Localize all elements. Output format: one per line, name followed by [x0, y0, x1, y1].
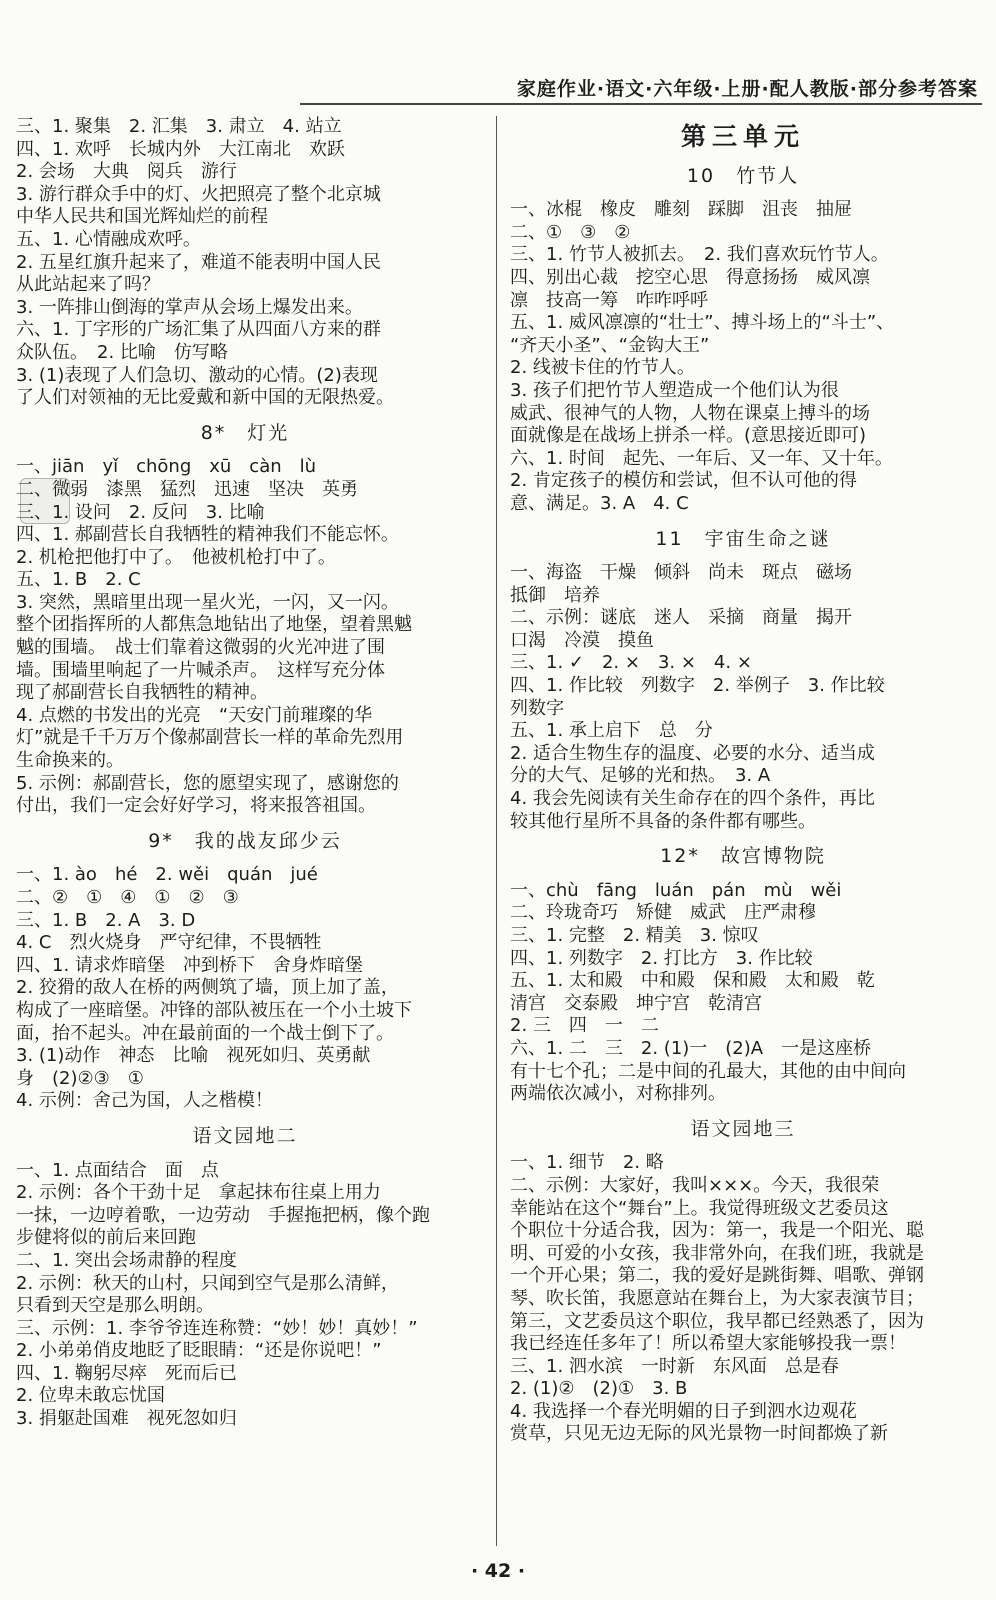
answer-line: 二、② ① ④ ① ② ③ [16, 887, 239, 908]
answer-line: 2. 会场 大典 阅兵 游行 [16, 161, 237, 183]
answer-line: 分的大气、足够的光和热。 3. A [510, 765, 771, 787]
answer-line: 3. 孩子们把竹节人塑造成一个他们认为很 [510, 379, 839, 401]
column-divider [496, 116, 497, 1546]
answer-line: 六、1. 时间 起先、一年后、又一年、又十年。 [510, 447, 893, 469]
answer-line: 三、示例：1. 李爷爷连连称赞：“妙！妙！真妙！” [16, 1317, 418, 1339]
answer-line: 生命换来的。 [16, 750, 124, 772]
header-title: 家庭作业·语文·六年级·上册·配人教版·部分参考答案 [516, 78, 978, 100]
answer-line: 威武、很神气的人物，人物在课桌上搏斗的场 [510, 402, 870, 424]
answer-line: 五、1. 承上启下 总 分 [510, 720, 713, 742]
answer-line: 二、示例：谜底 迷人 采摘 商量 揭开 [510, 607, 852, 629]
answer-line: 2. 线被卡住的竹节人。 [510, 357, 695, 379]
answer-line: 四、别出心裁 挖空心思 得意扬扬 威风凛 [510, 266, 870, 288]
answer-line: 2. 五星红旗升起来了，难道不能表明中国人民 [16, 251, 381, 273]
answer-line: 4. 示例：舍己为国，人之楷模！ [16, 1090, 273, 1112]
answer-line: 我已经连任多年了！所以希望大家能够投我一票！ [510, 1333, 906, 1355]
answer-line: 四、1. 列数字 2. 打比方 3. 作比较 [510, 947, 813, 969]
answer-line: 一、1. 细节 2. 略 [510, 1152, 664, 1174]
answer-line: 5. 示例：郝副营长，您的愿望实现了，感谢您的 [16, 772, 399, 794]
answer-line: 付出，我们一定会好好学习，将来报答祖国。 [16, 795, 376, 817]
section-title: 语文园地三 [690, 1117, 796, 1140]
section-title: 8* 灯光 [200, 421, 290, 444]
left-column [16, 116, 474, 1431]
answer-line: 二、1. 突出会场肃静的程度 [16, 1249, 237, 1271]
answer-line: 三、1. 聚集 2. 汇集 3. 肃立 4. 站立 [16, 116, 342, 137]
answer-line: 4. 点燃的书发出的光亮 “天安门前璀璨的华 [16, 704, 373, 726]
page-number: · 42 · [470, 1560, 526, 1582]
answer-line: 2. (1)② (2)① 3. B [510, 1378, 688, 1400]
answer-line: 一、冰棍 橡皮 雕刻 踩脚 沮丧 抽屉 [510, 199, 852, 221]
answer-line: 一、chù fāng luán pán mù wěi [510, 879, 842, 901]
answer-line: 三、1. 设问 2. 反问 3. 比喻 [16, 501, 265, 523]
answer-line: 2. 机枪把他打中了。 他被机枪打中了。 [16, 546, 336, 568]
answer-line: 幸能站在这个“舞台”上。我觉得班级文艺委员这 [510, 1197, 889, 1219]
answer-line: 五、1. 心情融成欢呼。 [16, 228, 201, 250]
answer-line: 2. 肯定孩子的模仿和尝试，但不认可他的得 [510, 470, 857, 492]
answer-line: 清宫 交泰殿 坤宁宫 乾清宫 [510, 992, 762, 1014]
answer-line: 两端依次减小，对称排列。 [510, 1083, 726, 1105]
header-rule [300, 103, 982, 105]
unit-title: 第三单元 [680, 122, 805, 151]
answer-line: 个职位十分适合我，因为：第一，我是一个阳光、聪 [510, 1220, 924, 1242]
answer-line: 六、1. 二 三 2. (1)一 (2)A 一是这座桥 [510, 1037, 872, 1059]
answer-line: 面，抬不起头。冲在最前面的一个战士倒下了。 [16, 1022, 394, 1044]
answer-line: 4. 我会先阅读有关生命存在的四个条件，再比 [510, 788, 875, 810]
answer-line: 第三，文艺委员这个职位，我早都已经熟悉了，因为 [510, 1310, 924, 1332]
answer-line: 三、1. 泗水滨 一时新 东风面 总是春 [510, 1355, 839, 1377]
answer-line: 2. 适合生物生存的温度、必要的水分、适当成 [510, 742, 875, 764]
answer-line: 较其他行星所不具备的条件都有哪些。 [510, 810, 816, 832]
answer-line: 一、jiān yǐ chōng xū càn lù [16, 456, 317, 478]
answer-line: 只看到天空是那么明朗。 [16, 1295, 214, 1317]
answer-line: 3. (1)表现了人们急切、激动的心情。(2)表现 [16, 364, 378, 386]
answer-line: 灯”就是千千万万个像郝副营长一样的革命先烈用 [16, 727, 404, 749]
answer-line: 有十七个孔；二是中间的孔最大，其他的由中间向 [510, 1060, 906, 1082]
answer-line: 一、海盗 干燥 倾斜 尚未 斑点 磁场 [510, 562, 852, 584]
answer-line: 一抹，一边哼着歌，一边劳动 手握拖把柄，像个跑 [16, 1204, 430, 1226]
answer-line: 3. 一阵排山倒海的掌声从会场上爆发出来。 [16, 296, 363, 318]
answer-line: 五、1. B 2. C [16, 569, 141, 591]
answer-line: 2. 狡猾的敌人在桥的两侧筑了墙，顶上加了盖， [16, 977, 399, 999]
answer-line: 3. (1)动作 神态 比喻 视死如归、英勇献 [16, 1045, 371, 1067]
answer-line: 3. 游行群众手中的灯、火把照亮了整个北京城 [16, 183, 381, 205]
answer-line: 赏草，只见无边无际的风光景物一时间都焕了新 [510, 1423, 888, 1445]
answer-line: 二、微弱 漆黑 猛烈 迅速 坚决 英勇 [16, 478, 358, 500]
answer-line: 四、1. 作比较 列数字 2. 举例子 3. 作比较 [510, 675, 885, 697]
answer-line: 四、1. 鞠躬尽瘁 死而后已 [16, 1362, 237, 1384]
answer-line: 3. 捐躯赴国难 视死忽如归 [16, 1408, 237, 1430]
answer-line: 3. 突然，黑暗里出现一星火光，一闪，又一闪。 [16, 591, 399, 613]
answer-line: 构成了一座暗堡。冲锋的部队被压在一个小土坡下 [16, 999, 412, 1021]
section-title: 12* 故宫博物院 [660, 845, 826, 868]
answer-line: 墙。围墙里响起了一片喊杀声。 这样写充分体 [16, 659, 385, 681]
section-title: 语文园地二 [192, 1124, 298, 1147]
answer-line: 现了郝副营长自我牺牲的精神。 [16, 682, 268, 704]
answer-line: 从此站起来了吗？ [16, 274, 160, 296]
answer-line: 2. 位卑未敢忘忧国 [16, 1385, 165, 1407]
answer-line: 三、1. 完整 2. 精美 3. 惊叹 [510, 925, 759, 946]
answer-line: 三、1. B 2. A 3. D [16, 909, 196, 931]
answer-line: 口渴 冷漠 摸鱼 [510, 629, 654, 651]
answer-line: 了人们对领袖的无比爱戴和新中国的无限热爱。 [16, 387, 394, 409]
answer-line: 意、满足。3. A 4. C [510, 492, 689, 514]
answer-line: “齐天小圣”、“金钩大王” [510, 334, 710, 356]
answer-line: 2. 示例：各个干劲十足 拿起抹布往桌上用力 [16, 1182, 381, 1204]
page-header [0, 0, 996, 110]
answer-line: 三、1. 竹节人被抓去。 2. 我们喜欢玩竹节人。 [510, 244, 889, 266]
answer-line: 魆的围墙。 战士们靠着这微弱的火光冲进了围 [16, 637, 385, 659]
answer-line: 二、玲珑奇巧 矫健 威武 庄严肃穆 [510, 902, 816, 924]
answer-line: 一、1. ào hé 2. wěi quán jué [16, 864, 318, 886]
answer-line: 一个开心果；第二，我的爱好是跳街舞、唱歌、弹钢 [510, 1265, 924, 1287]
answer-line: 步健将似的前后来回跑 [16, 1227, 196, 1249]
right-column [510, 116, 976, 1446]
answer-line: 五、1. 太和殿 中和殿 保和殿 太和殿 乾 [510, 970, 875, 992]
answer-line: 中华人民共和国光辉灿烂的前程 [16, 206, 268, 228]
answer-line: 五、1. 威风凛凛的“壮士”、搏斗场上的“斗士”、 [510, 312, 895, 334]
answer-line: 四、1. 欢呼 长城内外 大江南北 欢跃 [16, 138, 345, 160]
answer-line: 四、1. 请求炸暗堡 冲到桥下 舍身炸暗堡 [16, 954, 363, 976]
answer-line: 琴、吹长笛，我愿意站在舞台上，为大家表演节目； [510, 1287, 924, 1309]
answer-line: 二、① ③ ② [510, 221, 631, 243]
answer-line: 抵御 培养 [510, 584, 600, 606]
answer-line: 4. 我选择一个春光明媚的日子到泗水边观花 [510, 1400, 857, 1422]
answer-line: 明、可爱的小女孩，我非常外向，在我们班，我就是 [510, 1242, 924, 1264]
answer-line: 凛 技高一筹 咋咋呼呼 [510, 289, 708, 311]
section-title: 9* 我的战友邱少云 [148, 829, 342, 852]
answer-line: 一、1. 点面结合 面 点 [16, 1159, 219, 1181]
answer-line: 三、1. ✓ 2. × 3. × 4. × [510, 652, 752, 674]
answer-line: 2. 三 四 一 二 [510, 1015, 659, 1037]
answer-line: 2. 小弟弟俏皮地眨了眨眼睛：“还是你说吧！” [16, 1340, 382, 1362]
section-title: 10 竹节人 [686, 164, 800, 187]
answer-line: 身 (2)②③ ① [16, 1067, 144, 1089]
answer-line: 众队伍。 2. 比喻 仿写略 [16, 341, 228, 363]
answer-line: 六、1. 丁字形的广场汇集了从四面八方来的群 [16, 319, 381, 341]
answer-line: 四、1. 郝副营长自我牺牲的精神我们不能忘怀。 [16, 524, 399, 546]
answer-line: 面就像是在战场上拼杀一样。(意思接近即可) [510, 425, 867, 447]
answer-line: 4. C 烈火烧身 严守纪律，不畏牺牲 [16, 932, 322, 954]
answer-line: 二、示例：大家好，我叫×××。今天，我很荣 [510, 1174, 880, 1196]
answer-line: 列数字 [510, 697, 564, 719]
answer-line: 整个团指挥所的人都焦急地钻出了地堡，望着黑魆 [16, 614, 412, 636]
answer-line: 2. 示例：秋天的山村，只闻到空气是那么清鲜， [16, 1272, 399, 1294]
section-title: 11 宇宙生命之谜 [655, 527, 831, 550]
